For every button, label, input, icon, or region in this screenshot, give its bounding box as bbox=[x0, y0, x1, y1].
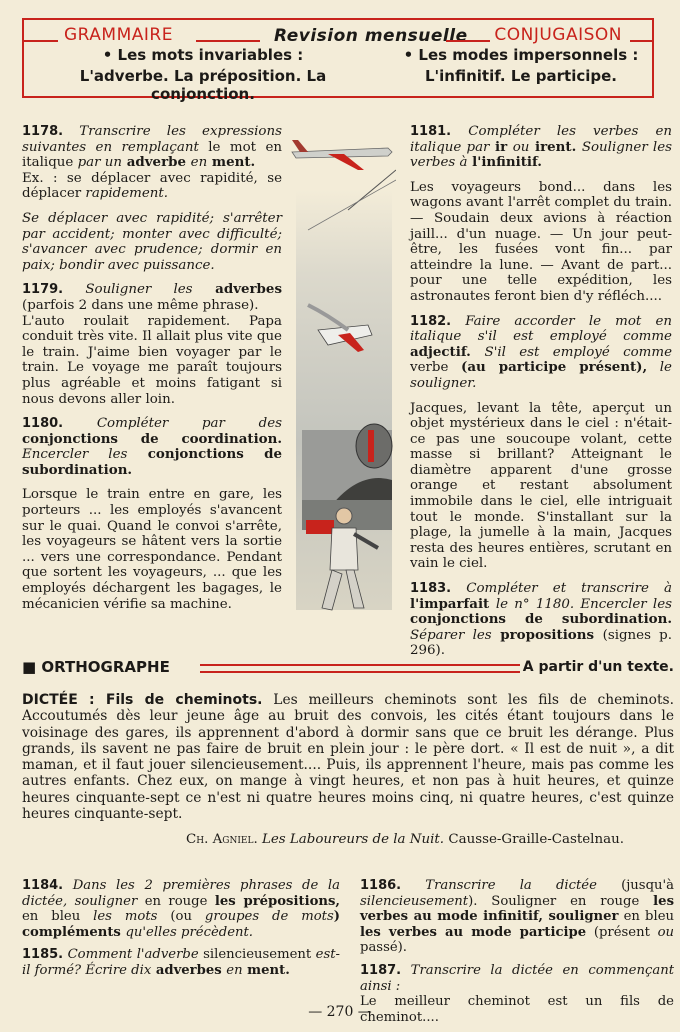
instruction: en bbox=[190, 155, 208, 171]
header-grammar-topic bbox=[28, 46, 378, 103]
instruction: Compléter et transcrire à bbox=[466, 581, 672, 597]
exercise-1180 bbox=[22, 416, 282, 478]
dictee-text: Les meilleurs cheminots sont les fils de cheminots. Accoutumés dès leur jeune âge au bruit des convois, les cités étant toujours dans le voisinage des gares, ils apprennent d'abord à dormir sans que ce bruit les dérange. Plus grands, ils savent ne pas faire de bruit en plein jour : le père dort. « Il est de nuit », a dit maman, et il faut jouer silencieusement.... Puis, ils apprennent l'heure, mais pas comme les autres enfants. Chez eux, on mange à vingt heures, et non pas à huit heures, et quinze heures cinquante-sept ce n'est ni quatre heures moins cinq, ni quatre heures, c'est quinze heures cinquante-sept. bbox=[22, 692, 675, 823]
instruction: en bbox=[226, 962, 243, 978]
instruction: le n° 1180. Encercler les bbox=[495, 596, 672, 612]
instruction: verbe bbox=[410, 360, 461, 376]
instruction: est-il formé? Écrire dix bbox=[22, 947, 340, 978]
topic-line: L'adverbe. La préposition. La conjonction. bbox=[79, 67, 327, 103]
instruction: silencieusement bbox=[360, 893, 469, 909]
exercise-number: 1186. bbox=[360, 878, 402, 893]
instruction: conjonctions de coordination. bbox=[22, 430, 282, 447]
instruction: en bleu bbox=[22, 909, 94, 925]
instruction: Compléter les verbes en italique par bbox=[410, 124, 672, 155]
instruction: les verbes au mode participe bbox=[360, 924, 587, 940]
instruction: Encercler les bbox=[22, 447, 128, 463]
instruction: (signes p. 296). bbox=[410, 627, 672, 659]
instruction: par un bbox=[77, 155, 123, 171]
header-conjugaison: CONJUGAISON bbox=[490, 25, 626, 45]
exercise-text: Jacques, levant la tête, aperçut un objet mystérieux dans le ciel : n'était-ce pas une soucoupe volant, cette masse si brillant? Atteignant le diamètre apparent d'une grosse orange et restant absolument immobile dans le ciel, elle intriguait tout le monde. S'installant sur la plage, la jumelle à la main, Jacques resta des heures entières, scrutant en vain le ciel. bbox=[410, 400, 672, 572]
exercise-1184 bbox=[22, 878, 340, 940]
instruction: Transcrire les expressions suivantes en remplaçant bbox=[22, 124, 282, 155]
instruction: groupes de mots bbox=[204, 909, 334, 925]
instruction: en rouge bbox=[137, 893, 215, 909]
example: rapidement. bbox=[85, 186, 169, 202]
orthographe-title: ■ ORTHOGRAPHE bbox=[22, 658, 170, 676]
instruction: Souligner les verbes à bbox=[410, 139, 672, 171]
topic-line: • Les mots invariables : bbox=[102, 46, 304, 64]
header-grammaire: GRAMMAIRE bbox=[60, 25, 177, 45]
instruction: adverbes bbox=[151, 962, 227, 978]
instruction: (parfois 2 dans une même phrase). bbox=[22, 297, 259, 313]
topic-line: L'infinitif. Le participe. bbox=[424, 67, 617, 85]
instruction: (jusqu'à bbox=[596, 878, 674, 893]
orthographe-rule bbox=[200, 664, 520, 673]
instruction: propositions bbox=[491, 626, 603, 643]
instruction: ment. bbox=[207, 154, 256, 171]
instruction: les mots bbox=[93, 909, 158, 925]
header-rule bbox=[196, 40, 260, 42]
instruction: le souligner. bbox=[410, 360, 672, 391]
exercise-1183 bbox=[410, 581, 672, 659]
left-column bbox=[22, 124, 282, 621]
publisher: Causse-Graille-Castelnau. bbox=[448, 832, 624, 847]
header-conjugation-topic bbox=[390, 46, 652, 85]
page-number: — 270 — bbox=[308, 1004, 372, 1020]
instruction: Transcrire la dictée bbox=[425, 878, 597, 893]
instruction: passé). bbox=[360, 940, 407, 956]
exercise-1179 bbox=[22, 282, 282, 407]
exercise-number: 1183. bbox=[410, 581, 452, 597]
instruction: silencieusement bbox=[198, 947, 316, 963]
instruction: ). Souligner bbox=[468, 893, 557, 909]
instruction: conjonctions de subordination. bbox=[410, 611, 672, 628]
instruction: (au participe présent), bbox=[461, 359, 648, 376]
exercise-1178 bbox=[22, 124, 282, 202]
right-column bbox=[410, 124, 672, 668]
exercise-text: Les voyageurs bond... dans les wagons avant l'arrêt complet du train. — Soudain deux avions à réaction jaill... d'un nuage. — Un jour peut-être, les fusées vont fin... par atteindre la lune. — Avant de part... pour une telle expédition, les astronautes feront bien d'y réfléch.... bbox=[410, 179, 672, 304]
instruction: Dans les 2 premières phrases de la dictée, souligner bbox=[22, 878, 340, 909]
exercise-text: Lorsque le train entre en gare, les porteurs ... les employés s'avancent sur le quai. Quand le convoi s'arrête, les voyageurs se hâtent vers la sortie ... vers une correspondance. Pendant que sortent les voyageurs, ... que les employés déchargent les bagages, le mécanicien vérifie sa machine. bbox=[22, 487, 282, 612]
exercise-1178-items: Se déplacer avec rapidité; s'arrêter par accident; monter avec difficulté; s'avancer avec prudence; dormir en paix; bondir avec puissance. bbox=[22, 210, 282, 273]
instruction: adverbe bbox=[122, 154, 191, 171]
instruction: Faire accorder le mot en italique s'il est employé comme bbox=[410, 313, 672, 345]
instruction: en rouge bbox=[556, 893, 654, 909]
exercise-number: 1181. bbox=[410, 124, 452, 139]
instruction: l'imparfait bbox=[410, 595, 496, 612]
instruction: ir bbox=[489, 138, 513, 155]
example: Ex. : se déplacer avec rapidité, se déplacer bbox=[22, 170, 282, 202]
header-rule bbox=[24, 40, 58, 42]
instruction: (présent bbox=[586, 924, 658, 940]
airplane-icon bbox=[292, 140, 392, 170]
instruction: irent. bbox=[529, 138, 582, 155]
author: Ch. Agniel. bbox=[186, 832, 258, 847]
instruction: adverbes bbox=[192, 281, 282, 298]
exercise-number: 1180. bbox=[22, 416, 64, 432]
exercise-1182 bbox=[410, 314, 672, 392]
instruction: ment. bbox=[242, 962, 290, 978]
instruction: en bleu bbox=[618, 909, 674, 925]
dictee-title: DICTÉE : Fils de cheminots. bbox=[22, 692, 263, 708]
instruction: ou bbox=[512, 139, 530, 155]
exercise-1186 bbox=[360, 878, 674, 956]
instruction: les verbes au mode infinitif, souligner bbox=[360, 893, 674, 925]
header-rule bbox=[630, 40, 652, 42]
exercise-number: 1179. bbox=[22, 282, 64, 298]
exercise-number: 1184. bbox=[22, 878, 64, 893]
exercise-number: 1182. bbox=[410, 313, 452, 329]
instruction: Compléter par des bbox=[96, 416, 282, 432]
instruction: le mot en italique bbox=[22, 139, 282, 171]
instruction: conjonctions de subordination. bbox=[22, 446, 282, 478]
instruction: Comment l'adverbe bbox=[67, 947, 199, 963]
exercise-text: L'auto roulait rapidement. Papa conduit très vite. Il allait plus vite que le train. J'aime bien voyager par le train. Le voyage me paraît toujours plus agréable et moins fatigant si nous devons aller loin. bbox=[22, 313, 282, 407]
instruction: (ou bbox=[157, 909, 205, 925]
instruction: l'infinitif. bbox=[467, 154, 542, 171]
orthographe-subtitle: A partir d'un texte. bbox=[522, 659, 674, 675]
instruction: S'il est employé comme bbox=[484, 344, 673, 360]
dictee bbox=[22, 692, 674, 822]
exercise-number: 1187. bbox=[360, 962, 402, 978]
instruction: ) compléments bbox=[22, 909, 340, 940]
header-title: Revision mensuelle bbox=[270, 26, 472, 46]
exercise-text: Le meilleur cheminot est un fils de cheminot.... bbox=[360, 994, 674, 1025]
exercise-1185 bbox=[22, 947, 340, 978]
aviation-illustration bbox=[288, 130, 396, 620]
exercise-number: 1185. bbox=[22, 947, 64, 963]
instruction: Transcrire la dictée en commençant ainsi : bbox=[360, 962, 674, 994]
instruction: les prépositions, bbox=[214, 893, 340, 909]
topic-line: • Les modes impersonnels : bbox=[403, 46, 639, 64]
instruction: qu'elles précèdent. bbox=[125, 924, 253, 940]
dictee-source bbox=[186, 832, 624, 847]
bottom-left-column bbox=[22, 878, 340, 986]
exercise-1181 bbox=[410, 124, 672, 171]
book-title: Les Laboureurs de la Nuit. bbox=[261, 832, 445, 847]
instruction: Souligner les bbox=[85, 282, 193, 298]
orthographe-bar bbox=[22, 658, 674, 680]
exercise-number: 1178. bbox=[22, 124, 64, 139]
instruction: adjectif. bbox=[410, 343, 485, 360]
instruction: Séparer les bbox=[410, 627, 492, 643]
instruction: ou bbox=[657, 924, 674, 940]
header-box bbox=[22, 18, 654, 103]
